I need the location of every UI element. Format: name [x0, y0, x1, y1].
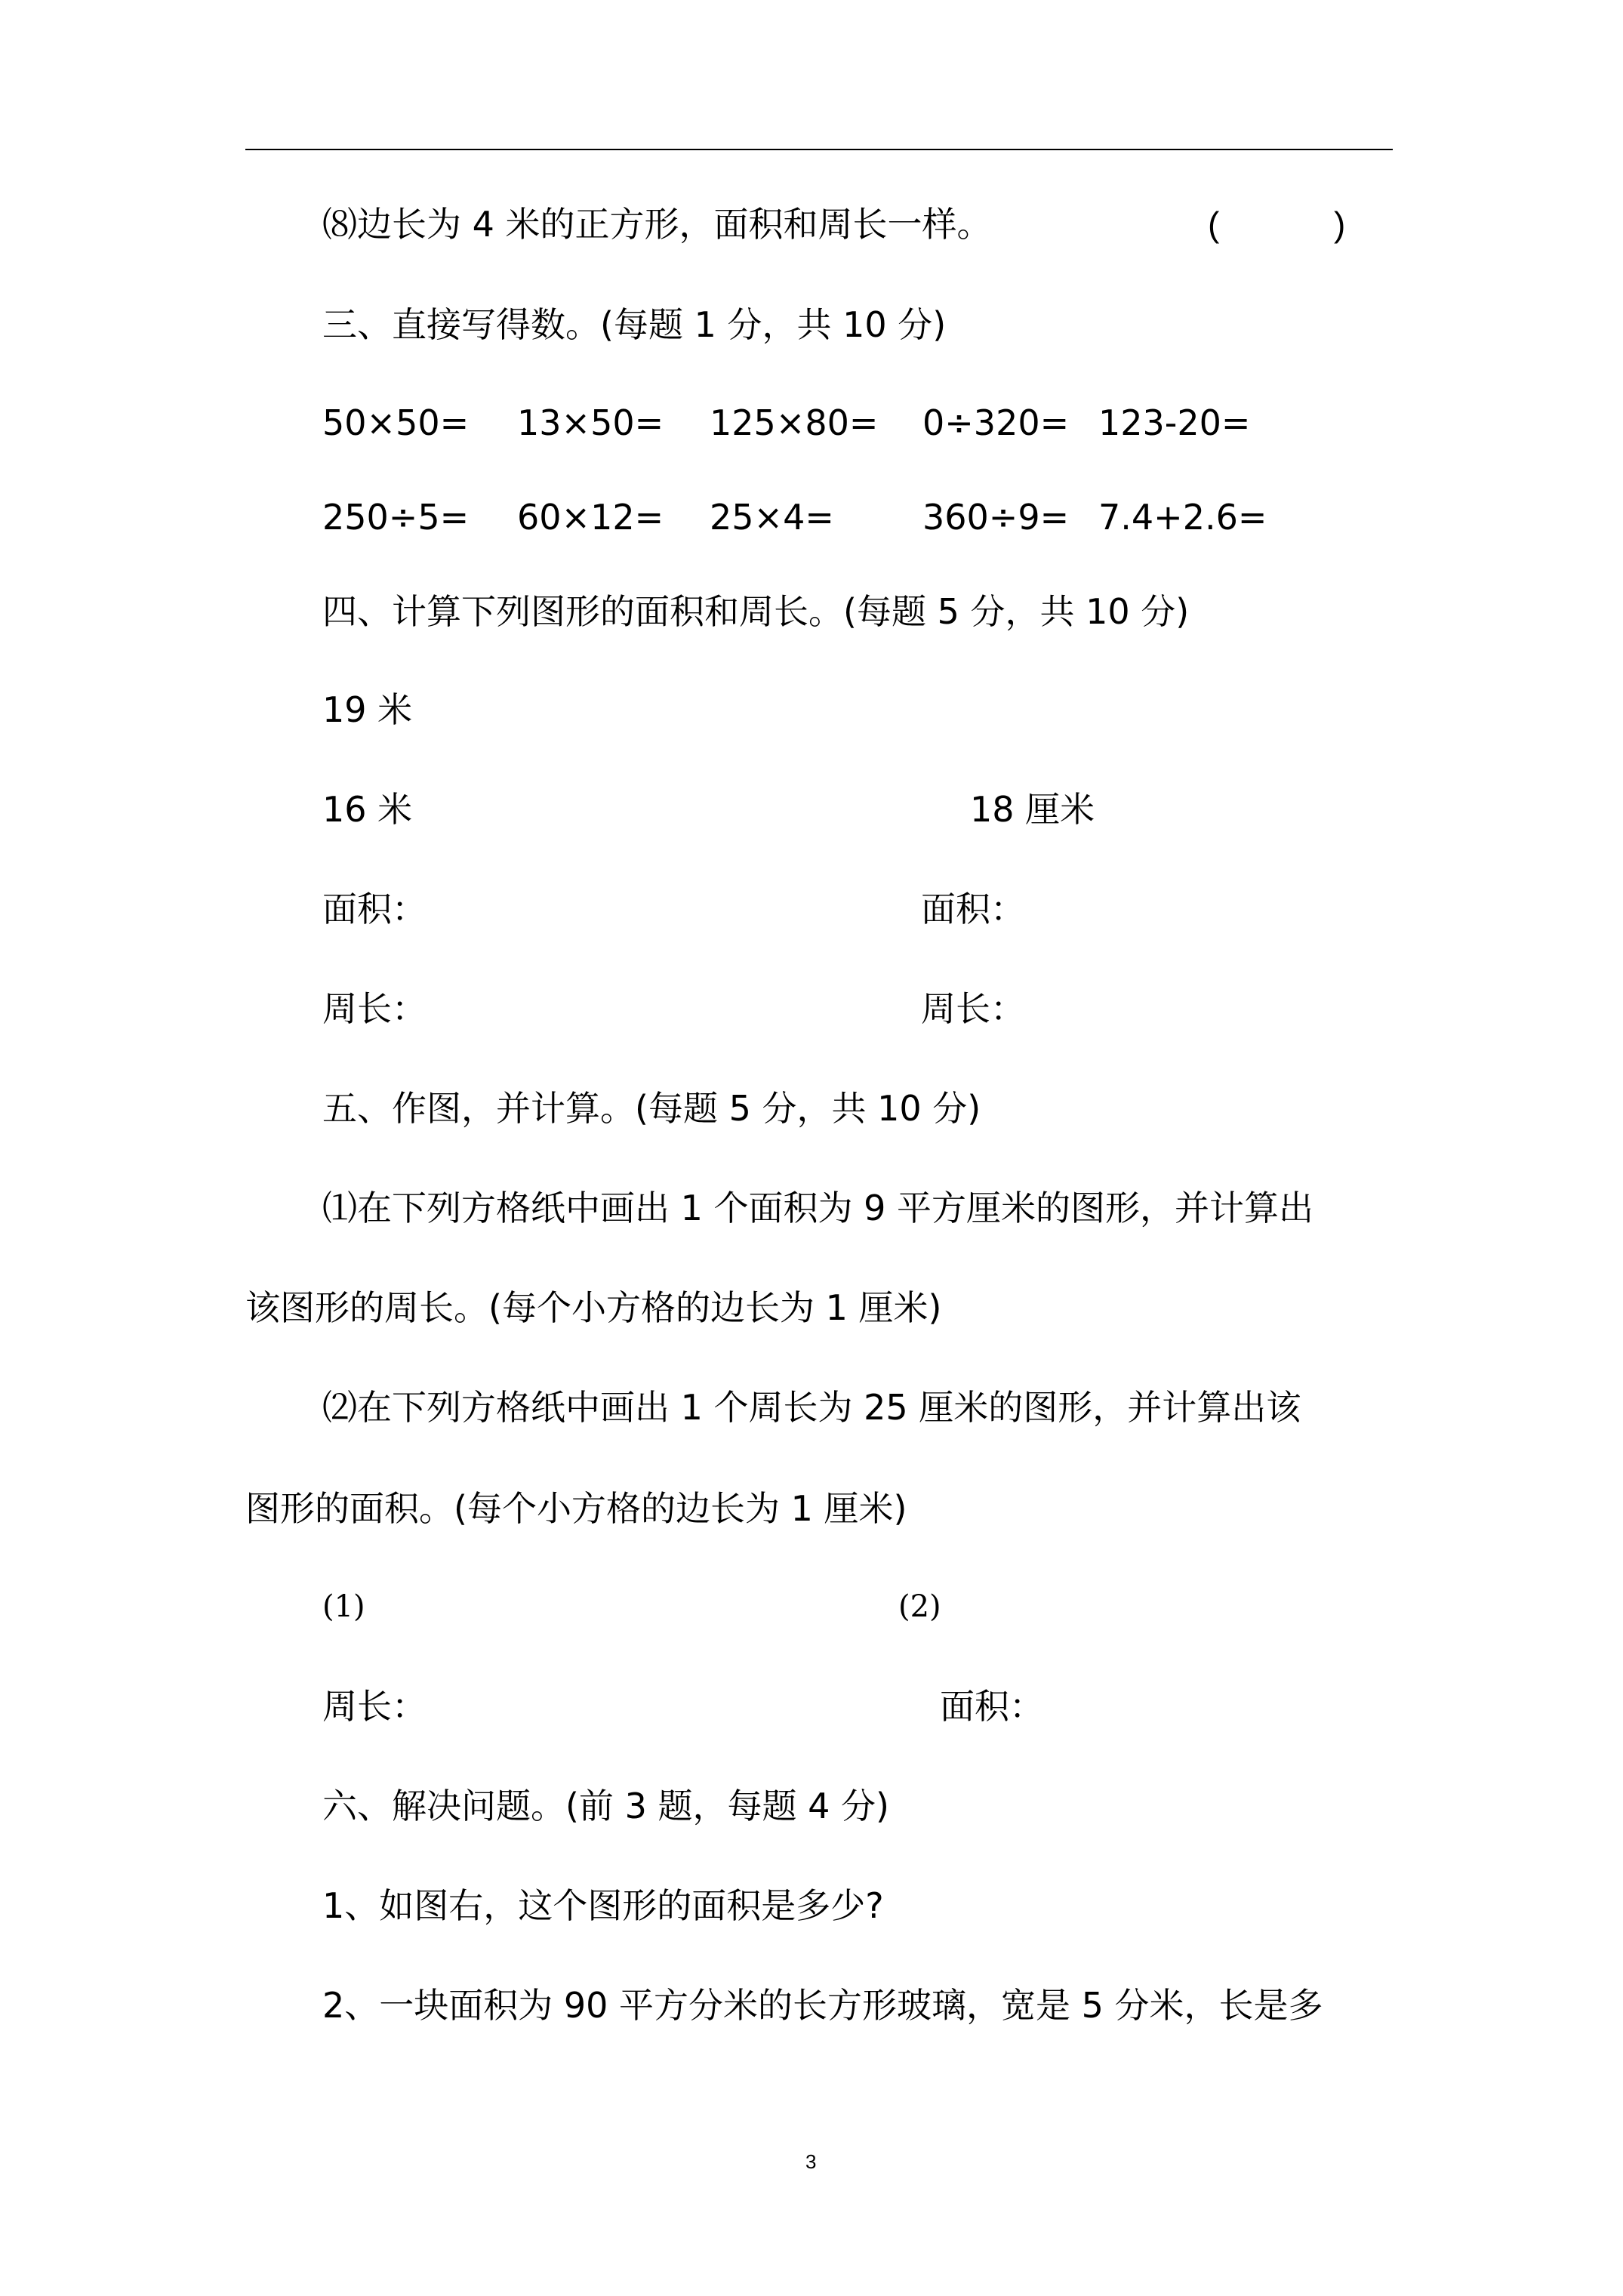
problem-2-line: 图形的面积。(每个小方格的边长为 1 厘米) [245, 1488, 907, 1529]
question-8: ⑻边长为 4 米的正方形，面积和周长一样。 [322, 204, 992, 245]
calc-item: 60×12= [517, 497, 664, 538]
page-number: 3 [805, 2150, 817, 2173]
grid-label-2: (2) [898, 1589, 941, 1624]
area-label: 面积： [921, 889, 1025, 929]
calc-item: 360÷9= [922, 497, 1070, 538]
answer-paren-open: ( [1208, 205, 1220, 244]
area-label: 面积： [940, 1686, 1044, 1727]
perimeter-label: 周长： [322, 988, 427, 1029]
perimeter-label: 周长： [322, 1686, 427, 1727]
calc-item: 25×4= [710, 497, 834, 538]
problem-2-line: ⑵在下列方格纸中画出 1 个周长为 25 厘米的图形，并计算出该 [322, 1387, 1301, 1428]
calc-item: 13×50= [517, 402, 664, 443]
section-4-heading: 四、计算下列图形的面积和周长。(每题 5 分，共 10 分) [322, 591, 1190, 632]
calc-item: 0÷320= [922, 402, 1070, 443]
calc-item: 50×50= [322, 402, 470, 443]
calc-item: 7.4+2.6= [1098, 497, 1267, 538]
section-3-heading: 三、直接写得数。(每题 1 分，共 10 分) [322, 304, 947, 345]
grid-label-1: (1) [322, 1589, 365, 1624]
header-rule [245, 149, 1393, 150]
calc-item: 123-20= [1098, 402, 1251, 443]
question-6-2: 2、一块面积为 90 平方分米的长方形玻璃，宽是 5 分米，长是多 [322, 1985, 1323, 2026]
perimeter-label: 周长： [921, 988, 1025, 1029]
answer-paren-close: ) [1334, 205, 1346, 244]
section-5-heading: 五、作图，并计算。(每题 5 分，共 10 分) [322, 1088, 981, 1129]
dimension-label: 18 厘米 [970, 789, 1095, 830]
calc-item: 250÷5= [322, 497, 470, 538]
question-6-1: 1、如图右，这个图形的面积是多少? [322, 1885, 884, 1926]
calc-item: 125×80= [710, 402, 879, 443]
area-label: 面积： [322, 889, 427, 929]
section-6-heading: 六、解决问题。(前 3 题，每题 4 分) [322, 1786, 889, 1826]
problem-1-line: ⑴在下列方格纸中画出 1 个面积为 9 平方厘米的图形，并计算出 [322, 1188, 1314, 1228]
dimension-label: 19 米 [322, 689, 413, 730]
problem-1-line: 该图形的周长。(每个小方格的边长为 1 厘米) [245, 1287, 942, 1328]
dimension-label: 16 米 [322, 789, 413, 830]
